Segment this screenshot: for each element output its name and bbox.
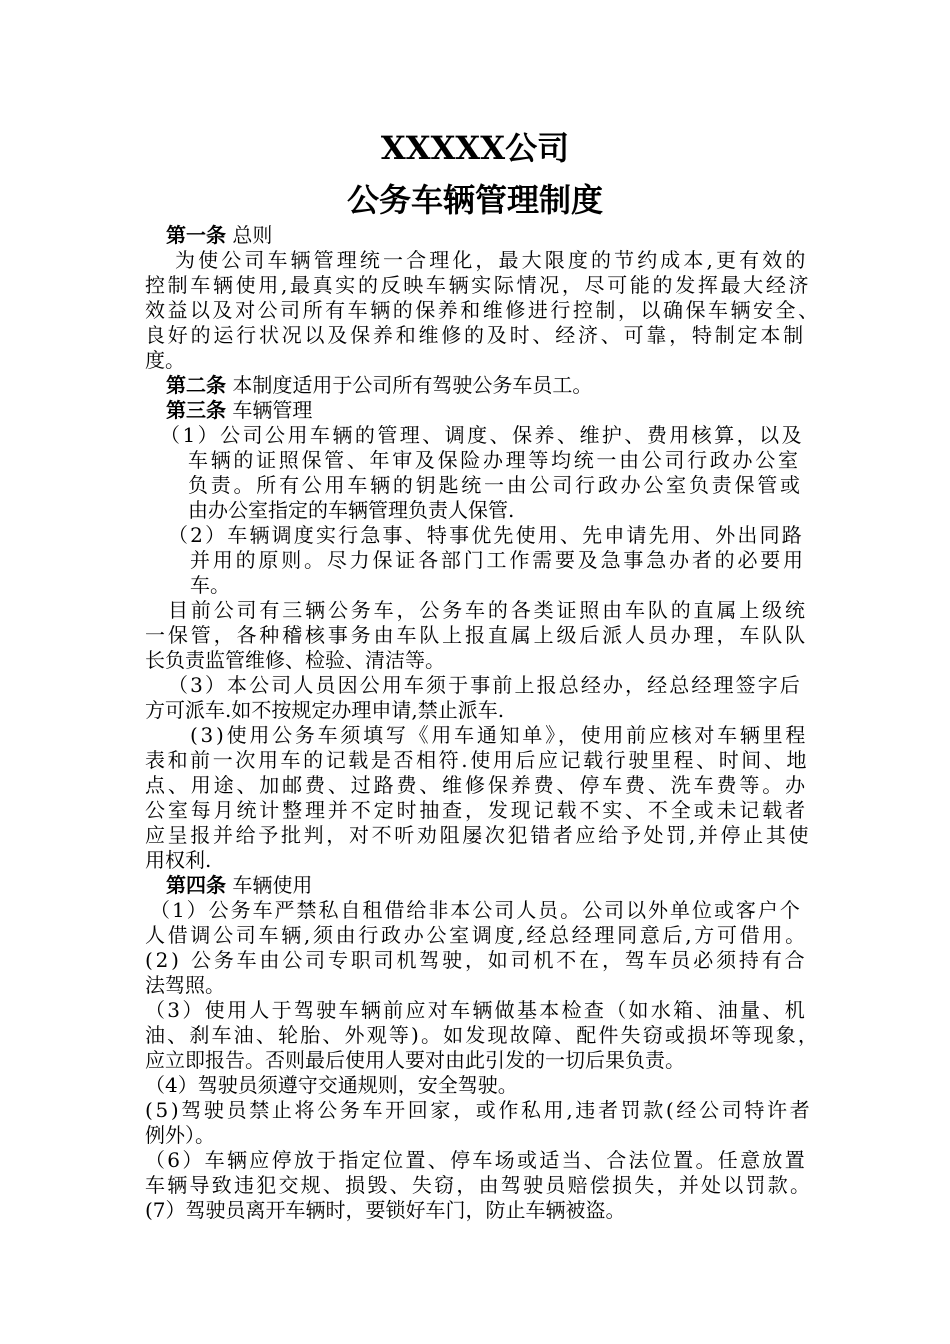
line-text: 车。 (190, 573, 230, 597)
text-line (175, 248, 808, 273)
text-line (166, 223, 272, 248)
line-text: 负责。所有公用车辆的钥匙统一由公司行政办公室负责保管或 (188, 473, 803, 497)
text-line (190, 548, 806, 573)
text-line (166, 398, 312, 423)
line-text: 法驾照。 (145, 973, 225, 997)
line-text: 度。 (145, 348, 185, 372)
text-line (145, 773, 808, 798)
text-line (188, 498, 514, 523)
text-line (145, 948, 807, 973)
text-line (168, 673, 802, 698)
line-text: (5)驾驶员禁止将公务车开回家，或作私用,违者罚款(经公司特许者 (145, 1098, 813, 1122)
text-line (145, 748, 809, 773)
line-text: (2) 公务车由公司专职司机驾驶，如司机不在，驾车员必须持有合 (145, 948, 808, 972)
text-line (190, 573, 230, 598)
line-text: (7）驾驶员离开车辆时，要锁好车门，防止车辆被盗。 (145, 1198, 626, 1222)
line-text: 效益以及对公司所有车辆的保养和维修进行控制，以确保车辆安全、 (145, 298, 821, 322)
line-text: （2）车辆调度实行急事、特事优先使用、先申请先用、外出同路 (168, 523, 804, 547)
text-line (145, 698, 504, 723)
line-text: 应立即报告。否则最后使用人要对由此引发的一切后果负责。 (145, 1048, 685, 1072)
line-text: 长负责监管维修、检验、清洁等。 (145, 648, 445, 672)
text-line (166, 873, 312, 898)
line-text: 并用的原则。尽力保证各部门工作需要及急事急办者的必要用 (190, 548, 806, 572)
line-text: 控制车辆使用,最真实的反映车辆实际情况，尽可能的发挥最大经济 (145, 273, 812, 297)
text-line (150, 898, 802, 923)
line-text: （3）本公司人员因公用车须于事前上报总经办，经总经理签字后 (168, 673, 802, 697)
text-line (145, 1173, 812, 1198)
text-line (145, 1148, 807, 1173)
article-heading: 第一条 (166, 223, 226, 247)
line-text: (3)使用公务车须填写《用车通知单》，使用前应核对车辆里程 (190, 723, 809, 747)
text-line (145, 323, 806, 348)
line-text: 目前公司有三辆公务车，公务车的各类证照由车队的直属上级统 (168, 598, 808, 622)
line-text: 为使公司车辆管理统一合理化，最大限度的节约成本,更有效的 (175, 248, 809, 272)
line-text: 良好的运行状况以及保养和维修的及时、经济、可靠，特制定本制 (145, 323, 806, 347)
text-line (160, 423, 804, 448)
text-line (168, 523, 804, 548)
article-heading: 第二条 (166, 373, 226, 397)
line-text: 一保管，各种稽核事务由车队上报直属上级后派人员办理，车队队 (145, 623, 808, 647)
text-line (145, 848, 211, 873)
line-text: 总则 (226, 223, 273, 247)
text-line (145, 273, 811, 298)
text-line (188, 448, 801, 473)
text-line (145, 1073, 518, 1098)
line-text: 方可派车.如不按规定办理申请,禁止派车. (145, 698, 505, 722)
line-text: 车辆使用 (226, 873, 313, 897)
line-text: （1）公务车严禁私自租借给非本公司人员。公司以外单位或客户个 (150, 898, 802, 922)
line-text: 人借调公司车辆,须由行政办公室调度,经总经理同意后,方可借用。 (145, 923, 808, 947)
article-heading: 第四条 (166, 873, 226, 897)
text-line (145, 823, 811, 848)
text-line (168, 598, 808, 623)
line-text: 车辆导致违犯交规、损毁、失窃，由驾驶员赔偿损失，并处以罚款。 (145, 1173, 813, 1197)
text-line (145, 1023, 820, 1048)
text-line (145, 973, 225, 998)
text-line (166, 373, 592, 398)
line-text: 用权利. (145, 848, 212, 872)
line-text: 点、用途、加邮费、过路费、维修保养费、停车费、洗车费等。办 (145, 773, 808, 797)
text-line (145, 998, 807, 1023)
line-text: （3）使用人于驾驶车辆前应对车辆做基本检查（如水箱、油量、机 (145, 998, 808, 1022)
text-line (145, 1098, 812, 1123)
text-line (145, 1048, 685, 1073)
line-text: （4）驾驶员须遵守交通规则，安全驾驶。 (145, 1073, 518, 1097)
line-text: 表和前一次用车的记载是否相符.使用后应记载行驶里程、时间、地 (145, 748, 810, 772)
text-line (145, 1198, 626, 1223)
line-text: 由办公室指定的车辆管理负责人保管. (188, 498, 515, 522)
line-text: （1）公司公用车辆的管理、调度、保养、维护、费用核算，以及 (160, 423, 805, 447)
line-text: 油、刹车油、轮胎、外观等)。如发现故障、配件失窃或损坏等现象， (145, 1023, 821, 1047)
line-text: 例外）。 (145, 1123, 215, 1147)
text-line (190, 723, 808, 748)
article-heading: 第三条 (166, 398, 226, 422)
text-line (145, 798, 808, 823)
line-text: 公室每月统计整理并不定时抽查，发现记载不实、不全或未记载者 (145, 798, 808, 822)
text-line (145, 648, 445, 673)
text-line (145, 1123, 215, 1148)
line-text: （6）车辆应停放于指定位置、停车场或适当、合法位置。任意放置 (145, 1148, 808, 1172)
text-line (145, 348, 185, 373)
text-line (145, 623, 808, 648)
text-line (188, 473, 803, 498)
line-text: 应呈报并给予批判，对不听劝阻屡次犯错者应给予处罚,并停止其使 (145, 823, 812, 847)
company-title: XXXXX公司 (380, 129, 570, 167)
line-text: 本制度适用于公司所有驾驶公务车员工。 (226, 373, 593, 397)
text-line (145, 923, 808, 948)
document-title: 公务车辆管理制度 (346, 181, 603, 219)
line-text: 车辆管理 (226, 398, 313, 422)
line-text: 车辆的证照保管、年审及保险办理等均统一由公司行政办公室 (188, 448, 801, 472)
text-line (145, 298, 821, 323)
